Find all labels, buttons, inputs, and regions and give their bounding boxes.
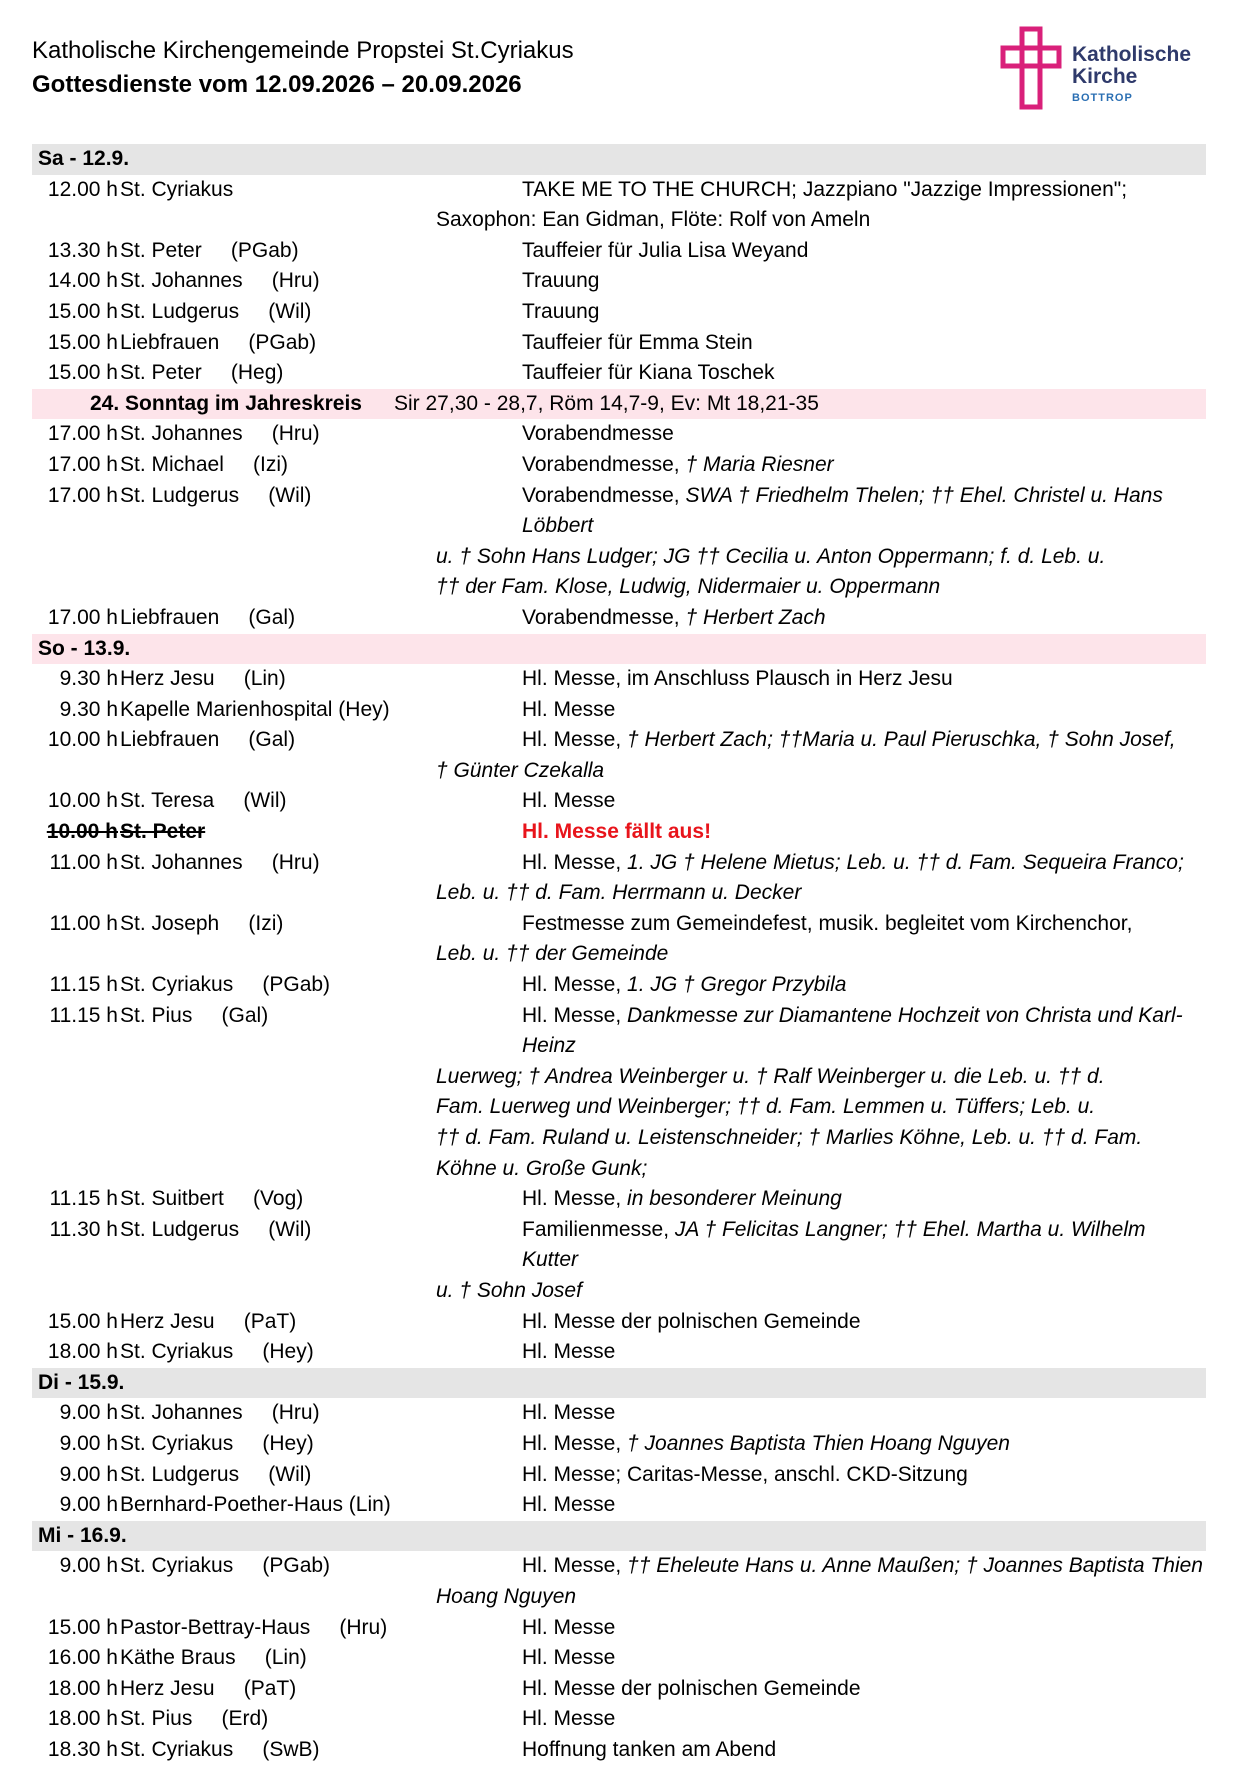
description-part: Vorabendmesse, (522, 452, 686, 476)
service-description (522, 1704, 1206, 1735)
description-part: Luerweg; † Andrea Weinberger u. † Ralf Weinberger u. die Leb. u. †† d. (436, 1064, 1105, 1088)
service-description-continued (436, 1062, 1206, 1093)
service-row (32, 266, 1206, 297)
description-part: Hoffnung tanken am Abend (522, 1737, 777, 1761)
service-time: 11.00 h (49, 911, 118, 935)
service-row (32, 297, 1206, 328)
description-part: Vorabendmesse, (522, 483, 686, 507)
service-row (32, 1460, 1206, 1491)
service-description (522, 481, 1206, 542)
service-row (32, 1001, 1206, 1062)
service-church: St. Peter (PGab) (120, 238, 299, 262)
service-time: 9.00 h (59, 1462, 118, 1486)
description-part: Trauung (522, 299, 600, 323)
service-church: St. Peter (120, 820, 206, 844)
service-time: 12.00 h (47, 177, 118, 201)
service-schedule (32, 144, 1206, 1765)
service-church: St. Cyriakus (Hey) (120, 1340, 314, 1364)
service-description (522, 328, 1206, 359)
service-time: 17.00 h (47, 422, 118, 446)
service-church: St. Johannes (Hru) (120, 422, 320, 446)
service-time: 11.15 h (49, 1187, 118, 1211)
service-time: 11.30 h (49, 1217, 118, 1241)
service-description (522, 1613, 1206, 1644)
description-part: Hl. Messe, im Anschluss Plausch in Herz Jesu (522, 667, 953, 691)
service-time: 9.00 h (59, 1431, 118, 1455)
service-row (32, 328, 1206, 359)
description-part: 1. JG † Helene Mietus; Leb. u. †† d. Fam. Sequeira Franco; (627, 850, 1184, 874)
service-description (522, 725, 1206, 756)
service-row (32, 1307, 1206, 1338)
description-part: Hl. Messe; Caritas-Messe, anschl. CKD-Sitzung (522, 1462, 968, 1486)
service-time: 9.30 h (59, 667, 118, 691)
description-part: Tauffeier für Kiana Toschek (522, 361, 775, 385)
service-description-continued: Saxophon: Ean Gidman, Flöte: Rolf von Ameln (436, 208, 871, 232)
description-part: Hl. Messe der polnischen Gemeinde (522, 1309, 861, 1333)
service-row (32, 481, 1206, 542)
service-church: St. Michael (Izi) (120, 452, 289, 476)
service-description (522, 1460, 1206, 1491)
service-description-continued (436, 756, 1206, 787)
service-description-continued (436, 1276, 1206, 1307)
service-description-continued (436, 572, 1206, 603)
service-time: 18.30 h (47, 1737, 118, 1761)
service-description (522, 1551, 1206, 1582)
description-part: JA † Felicitas Langner; †† Ehel. Martha u. Wilhelm Kutter (522, 1217, 1146, 1272)
description-part: Leb. u. †† der Gemeinde (436, 942, 669, 966)
description-part: Hl. Messe der polnischen Gemeinde (522, 1676, 861, 1700)
service-time: 18.00 h (47, 1340, 118, 1364)
description-part: Hl. Messe, (522, 850, 628, 874)
service-continuation-row (32, 1123, 1206, 1154)
service-church: St. Ludgerus (Wil) (120, 1217, 312, 1241)
service-time: 9.00 h (59, 1554, 118, 1578)
description-part: Hl. Messe, (522, 728, 628, 752)
service-church: St. Cyriakus (PGab) (120, 1554, 331, 1578)
service-church: Herz Jesu (PaT) (120, 1676, 297, 1700)
schedule-title: Gottesdienste vom 12.09.2026 – 20.09.2026 (32, 71, 522, 98)
service-description (522, 297, 1206, 328)
service-description-continued (436, 1123, 1206, 1154)
service-church: Liebfrauen (Gal) (120, 605, 296, 629)
description-part: Hl. Messe (522, 1401, 616, 1425)
service-church: St. Pius (Erd) (120, 1707, 269, 1731)
service-row (32, 1735, 1206, 1765)
description-part: TAKE ME TO THE CHURCH; Jazzpiano "Jazzige Impressionen"; (522, 177, 1128, 201)
description-part: Hl. Messe (522, 1646, 616, 1670)
service-time: 10.00 h (46, 820, 118, 844)
description-part: Köhne u. Große Gunk; (436, 1156, 648, 1180)
service-continuation-row (32, 1276, 1206, 1307)
description-part: Hl. Messe (522, 1615, 616, 1639)
service-church: Bernhard-Poether-Haus (Lin) (120, 1493, 391, 1517)
service-church: St. Pius (Gal) (120, 1003, 269, 1027)
service-row (32, 358, 1206, 389)
service-church: St. Ludgerus (Wil) (120, 1462, 312, 1486)
service-description (522, 1398, 1206, 1429)
service-row (32, 450, 1206, 481)
service-row (32, 1398, 1206, 1429)
service-time: 9.00 h (59, 1493, 118, 1517)
service-description-continued (436, 878, 1206, 909)
description-part: Hl. Messe, (522, 1003, 628, 1027)
logo-line-1: Katholische (1072, 43, 1192, 66)
service-church: Käthe Braus (Lin) (120, 1646, 307, 1670)
service-continuation-row (32, 1582, 1206, 1613)
service-church: Herz Jesu (PaT) (120, 1309, 297, 1333)
service-church: St. Johannes (Hru) (120, 850, 320, 874)
service-time: 15.00 h (47, 1309, 118, 1333)
logo-wordmark (1072, 44, 1191, 88)
service-continuation-row (32, 756, 1206, 787)
service-row (32, 817, 1206, 848)
description-part: in besonderer Meinung (627, 1187, 842, 1211)
service-church: St. Ludgerus (Wil) (120, 299, 312, 323)
service-description (522, 695, 1206, 726)
service-time: 15.00 h (47, 330, 118, 354)
service-row (32, 1490, 1206, 1521)
service-church: St. Cyriakus (120, 177, 234, 201)
description-part: †† d. Fam. Ruland u. Leistenschneider; † Marlies Köhne, Leb. u. †† d. Fam. (436, 1126, 1143, 1149)
service-row (32, 786, 1206, 817)
description-part: Dankmesse zur Diamantene Hochzeit von Christa und Karl-Heinz (522, 1003, 1183, 1058)
service-row (32, 175, 1206, 206)
service-description (522, 1307, 1206, 1338)
service-description (522, 236, 1206, 267)
service-description-continued (436, 1154, 1206, 1185)
description-part: Hoang Nguyen (436, 1584, 577, 1608)
service-church: Liebfrauen (PGab) (120, 330, 317, 354)
service-time: 10.00 h (47, 789, 118, 813)
sunday-title: 24. Sonntag im Jahreskreis (90, 391, 362, 415)
description-part: Fam. Luerweg und Weinberger; †† d. Fam. Lemmen u. Tüffers; Leb. u. (436, 1095, 1096, 1119)
service-description (522, 664, 1206, 695)
service-row (32, 970, 1206, 1001)
service-description (522, 450, 1206, 481)
service-church: St. Johannes (Hru) (120, 1401, 320, 1425)
service-continuation-row (32, 1062, 1206, 1093)
description-part: Hl. Messe (522, 1340, 616, 1364)
service-description (522, 1184, 1206, 1215)
description-part: †† der Fam. Klose, Ludwig, Nidermaier u. Oppermann (436, 575, 941, 599)
description-part: u. † Sohn Hans Ludger; JG †† Cecilia u. Anton Oppermann; f. d. Leb. u. (436, 544, 1106, 568)
service-description (522, 909, 1206, 940)
description-part: Familienmesse, (522, 1217, 675, 1241)
service-church: St. Suitbert (Vog) (120, 1187, 304, 1211)
service-row (32, 909, 1206, 940)
page-header (32, 34, 574, 102)
service-church: St. Joseph (Izi) (120, 911, 284, 935)
service-row (32, 1613, 1206, 1644)
service-church: St. Ludgerus (Wil) (120, 483, 312, 507)
service-description (522, 603, 1206, 634)
service-church: St. Peter (Heg) (120, 361, 284, 385)
service-description (522, 848, 1206, 879)
service-description (522, 175, 1206, 206)
description-part: † Herbert Zach; ††Maria u. Paul Pieruschka, † Sohn Josef, (627, 728, 1176, 752)
service-continuation-row (32, 572, 1206, 603)
service-time: 10.00 h (47, 728, 118, 752)
sunday-heading-row (32, 389, 1206, 420)
service-description (522, 419, 1206, 450)
day-heading-row: Mi - 16.9. (32, 1521, 1206, 1552)
service-time: 11.15 h (49, 973, 118, 997)
day-heading-row: Sa - 12.9. (32, 144, 1206, 175)
service-continuation-row (32, 1092, 1206, 1123)
service-church: Herz Jesu (Lin) (120, 667, 286, 691)
description-part: Hl. Messe (522, 1707, 616, 1731)
service-description (522, 786, 1206, 817)
service-description-continued (436, 1582, 1206, 1613)
service-continuation-row (32, 939, 1206, 970)
service-row (32, 1674, 1206, 1705)
service-church: St. Cyriakus (Hey) (120, 1431, 314, 1455)
service-time: 9.30 h (59, 697, 118, 721)
service-description (522, 1735, 1206, 1765)
service-continuation-row (32, 1154, 1206, 1185)
description-part: † Günter Czekalla (436, 758, 605, 782)
description-part: Vorabendmesse, (522, 605, 686, 629)
service-time: 14.00 h (47, 269, 118, 293)
description-part: †† Eheleute Hans u. Anne Maußen; † Joannes Baptista Thien (627, 1554, 1203, 1578)
service-row (32, 603, 1206, 634)
description-part: Vorabendmesse (522, 422, 674, 446)
service-description (522, 970, 1206, 1001)
description-part: Hl. Messe fällt aus! (522, 820, 712, 844)
day-heading-row: Di - 15.9. (32, 1368, 1206, 1399)
description-part: Hl. Messe, (522, 1187, 628, 1211)
service-row (32, 1337, 1206, 1368)
service-church: St. Teresa (Wil) (120, 789, 287, 813)
service-row (32, 419, 1206, 450)
description-part: Hl. Messe (522, 697, 616, 721)
service-row (32, 1643, 1206, 1674)
service-time: 9.00 h (59, 1401, 118, 1425)
service-description (522, 1674, 1206, 1705)
service-time: 18.00 h (47, 1707, 118, 1731)
logo-city: BOTTROP (1072, 92, 1133, 104)
description-part: † Joannes Baptista Thien Hoang Nguyen (627, 1431, 1010, 1455)
service-continuation-row (32, 205, 1206, 236)
description-part: † Maria Riesner (685, 452, 834, 476)
service-church: St. Cyriakus (PGab) (120, 973, 331, 997)
service-description-continued (436, 542, 1206, 573)
service-continuation-row (32, 542, 1206, 573)
service-description (522, 1001, 1206, 1062)
service-row (32, 1215, 1206, 1276)
description-part: 1. JG † Gregor Przybila (627, 973, 847, 997)
description-part: Tauffeier für Emma Stein (522, 330, 753, 354)
service-time: 15.00 h (47, 299, 118, 323)
service-row (32, 1551, 1206, 1582)
description-part: SWA † Friedhelm Thelen; †† Ehel. Christel u. Hans Löbbert (522, 483, 1163, 538)
day-heading-row: So - 13.9. (32, 634, 1206, 665)
service-church: Liebfrauen (Gal) (120, 728, 296, 752)
service-time: 11.00 h (49, 850, 118, 874)
service-description (522, 1215, 1206, 1276)
service-description (522, 817, 1206, 848)
parish-name: Katholische Kirchengemeinde Propstei St.Cyriakus (32, 37, 574, 64)
service-time: 17.00 h (47, 483, 118, 507)
description-part: Hl. Messe, (522, 1431, 628, 1455)
service-description (522, 1643, 1206, 1674)
service-time: 15.00 h (47, 1615, 118, 1639)
service-description (522, 1490, 1206, 1521)
service-description-continued (436, 939, 1206, 970)
service-time: 15.00 h (47, 361, 118, 385)
service-row (32, 236, 1206, 267)
service-description (522, 1429, 1206, 1460)
description-part: u. † Sohn Josef (436, 1278, 582, 1302)
service-row (32, 664, 1206, 695)
description-part: Hl. Messe, (522, 973, 628, 997)
service-row (32, 725, 1206, 756)
service-church: St. Cyriakus (SwB) (120, 1737, 320, 1761)
service-church: St. Johannes (Hru) (120, 269, 320, 293)
service-time: 16.00 h (47, 1646, 118, 1670)
service-time: 18.00 h (47, 1676, 118, 1700)
description-part: Leb. u. †† d. Fam. Herrmann u. Decker (436, 881, 802, 905)
service-row (32, 695, 1206, 726)
katholische-kirche-logo (1000, 26, 1210, 110)
service-church: Kapelle Marienhospital (Hey) (120, 697, 390, 721)
cross-logo-icon (1000, 26, 1064, 110)
service-description-continued (436, 1092, 1206, 1123)
service-description (522, 358, 1206, 389)
service-row (32, 1704, 1206, 1735)
service-time: 11.15 h (49, 1003, 118, 1027)
service-row (32, 1429, 1206, 1460)
service-time: 17.00 h (47, 452, 118, 476)
service-church: Pastor-Bettray-Haus (Hru) (120, 1615, 388, 1639)
service-time: 13.30 h (47, 238, 118, 262)
service-description (522, 266, 1206, 297)
service-description (522, 1337, 1206, 1368)
logo-line-2: Kirche (1072, 65, 1138, 88)
service-row (32, 848, 1206, 879)
description-part: Hl. Messe (522, 789, 616, 813)
service-time: 17.00 h (47, 605, 118, 629)
sunday-readings: Sir 27,30 - 28,7, Röm 14,7-9, Ev: Mt 18,21-35 (394, 391, 819, 415)
description-part: Festmesse zum Gemeindefest, musik. begleitet vom Kirchenchor, (522, 911, 1133, 935)
description-part: † Herbert Zach (685, 605, 826, 629)
description-part: Trauung (522, 269, 600, 293)
service-row (32, 1184, 1206, 1215)
description-part: Hl. Messe (522, 1493, 616, 1517)
description-part: Hl. Messe, (522, 1554, 628, 1578)
description-part: Tauffeier für Julia Lisa Weyand (522, 238, 809, 262)
service-continuation-row (32, 878, 1206, 909)
